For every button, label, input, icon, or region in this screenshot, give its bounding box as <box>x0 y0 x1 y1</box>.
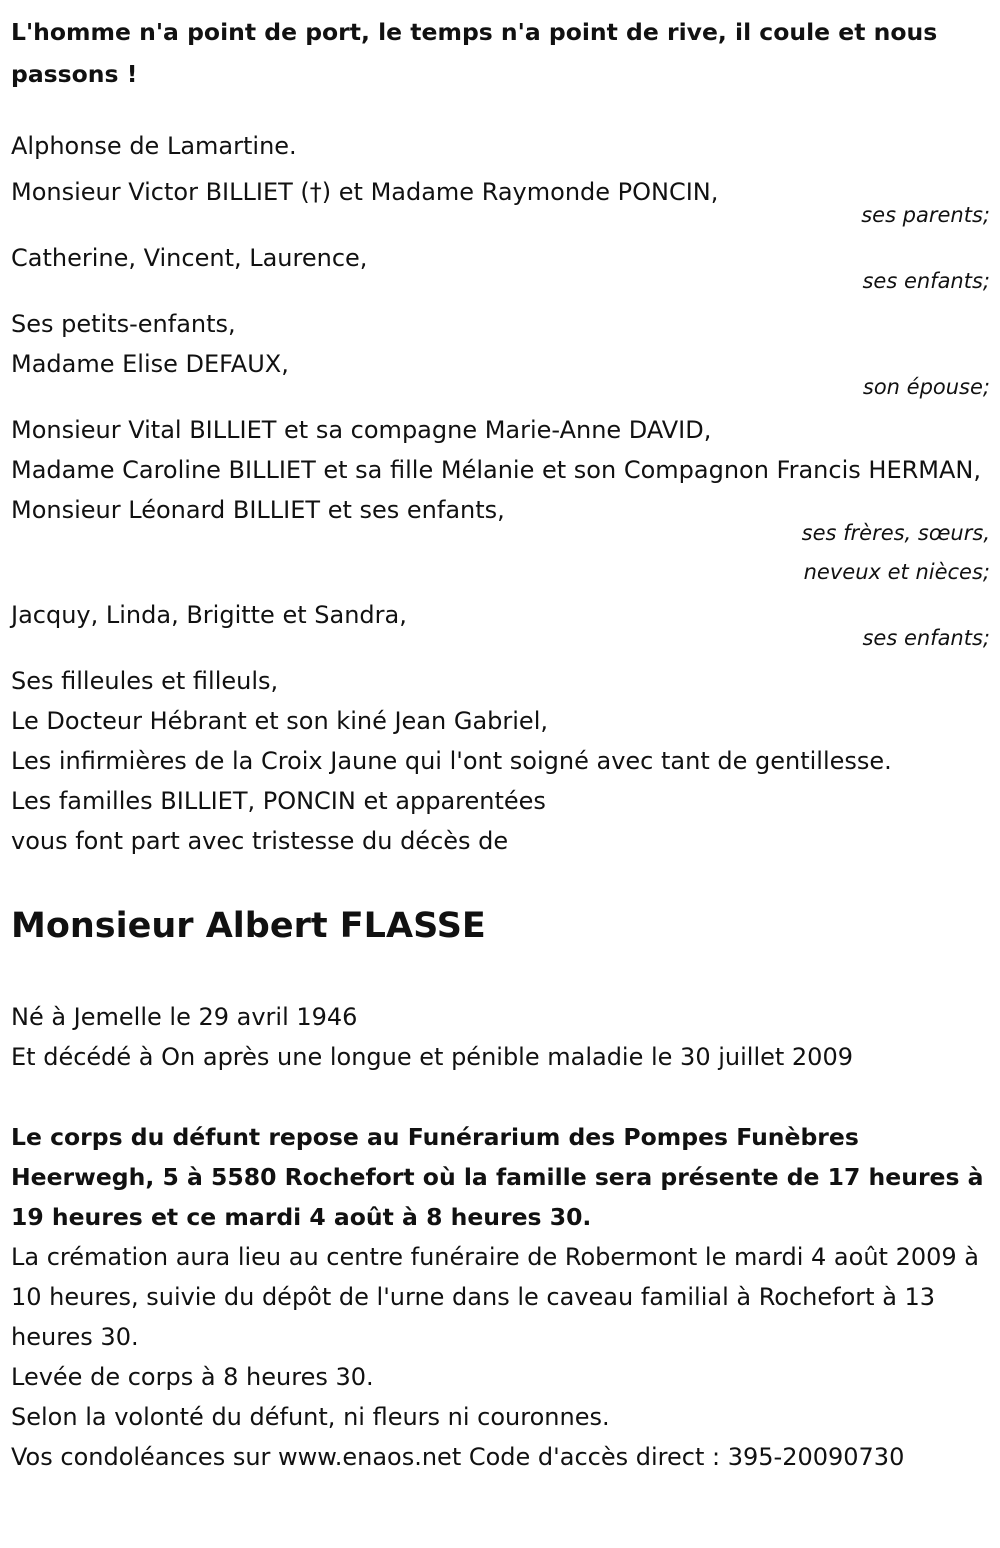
sibling-line: Monsieur Léonard BILLIET et ses enfants, <box>11 496 505 524</box>
sibling-line: Monsieur Vital BILLIET et sa compagne Marie-Anne DAVID, <box>11 416 712 444</box>
obituary-notice <box>11 0 990 1477</box>
parents-role: ses parents; <box>861 203 990 227</box>
sibling-line: Madame Caroline BILLIET et sa fille Mélanie et son Compagnon Francis HERMAN, <box>11 456 981 484</box>
funerarium-info: Le corps du défunt repose au Funérarium des Pompes Funèbres Heerwegh, 5 à 5580 Rochefort où la famille sera présente de 17 heures à 19 heures et ce mardi 4 août à 8 heures 30. <box>11 1123 984 1231</box>
children2-role: ses enfants; <box>862 626 990 650</box>
spouse-line: Madame Elise DEFAUX, <box>11 350 289 378</box>
others-line: Les familles BILLIET, PONCIN et apparentées <box>11 787 546 815</box>
death-info: Et décédé à On après une longue et pénible maladie le 30 juillet 2009 <box>11 1043 853 1071</box>
children2-line: Jacquy, Linda, Brigitte et Sandra, <box>11 601 407 629</box>
cremation-info: La crémation aura lieu au centre funéraire de Robermont le mardi 4 août 2009 à 10 heures, suivie du dépôt de l'urne dans le caveau familial à Rochefort à 13 heures 30. <box>11 1243 979 1351</box>
others-line: vous font part avec tristesse du décès de <box>11 827 509 855</box>
siblings-role-continued: neveux et nièces; <box>803 560 990 584</box>
others-line: Le Docteur Hébrant et son kiné Jean Gabriel, <box>11 707 548 735</box>
children-role: ses enfants; <box>862 269 990 293</box>
deceased-name: Monsieur Albert FLASSE <box>11 906 486 946</box>
spouse-role: son épouse; <box>862 375 990 399</box>
children-line: Catherine, Vincent, Laurence, <box>11 244 368 272</box>
parents-line: Monsieur Victor BILLIET (†) et Madame Raymonde PONCIN, <box>11 178 719 206</box>
others-line: Les infirmières de la Croix Jaune qui l'ont soigné avec tant de gentillesse. <box>11 747 892 775</box>
epigraph-quote: L'homme n'a point de port, le temps n'a point de rive, il coule et nous passons ! <box>11 18 938 88</box>
quote-author: Alphonse de Lamartine. <box>11 132 297 160</box>
others-line: Ses filleules et filleuls, <box>11 667 279 695</box>
birth-info: Né à Jemelle le 29 avril 1946 <box>11 1003 358 1031</box>
flowers-info: Selon la volonté du défunt, ni fleurs ni couronnes. <box>11 1403 610 1431</box>
levee-info: Levée de corps à 8 heures 30. <box>11 1363 374 1391</box>
condolences-info: Vos condoléances sur www.enaos.net Code d'accès direct : 395-20090730 <box>11 1443 905 1471</box>
siblings-role: ses frères, sœurs, <box>801 521 990 545</box>
grandchildren-line: Ses petits-enfants, <box>11 310 236 338</box>
